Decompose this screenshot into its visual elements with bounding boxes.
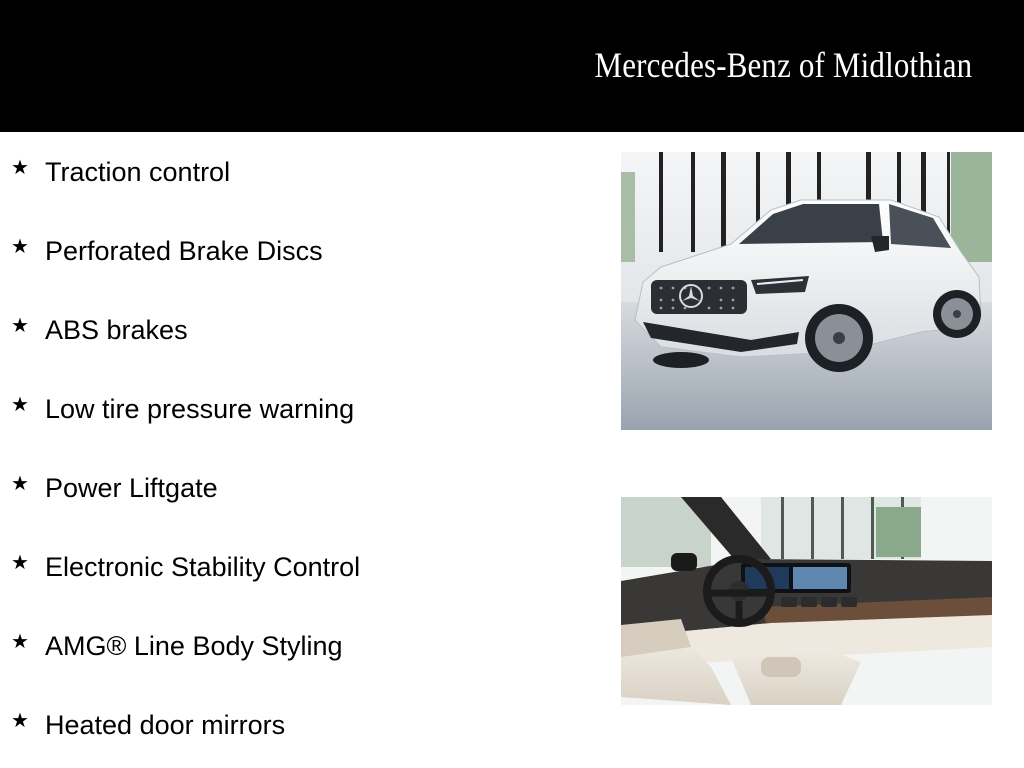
header-bar	[0, 0, 1024, 132]
interior-photo	[621, 497, 992, 705]
feature-item	[11, 468, 218, 508]
feature-label: Perforated Brake Discs	[45, 235, 323, 266]
feature-item	[11, 152, 230, 192]
feature-item	[11, 389, 354, 429]
star-icon: ★	[11, 552, 29, 574]
dealer-name: Mercedes-Benz of Midlothian	[594, 45, 972, 85]
exterior-photo	[621, 152, 992, 430]
star-icon: ★	[11, 473, 29, 495]
feature-label: Power Liftgate	[45, 472, 218, 503]
star-icon: ★	[11, 315, 29, 337]
star-icon: ★	[11, 710, 29, 732]
feature-label: ABS brakes	[45, 314, 188, 345]
feature-item	[11, 547, 360, 587]
star-icon: ★	[11, 631, 29, 653]
star-icon: ★	[11, 157, 29, 179]
feature-list	[0, 132, 600, 768]
star-icon: ★	[11, 394, 29, 416]
feature-label: AMG® Line Body Styling	[45, 630, 343, 661]
feature-label: Heated door mirrors	[45, 709, 286, 740]
star-icon: ★	[11, 236, 29, 258]
feature-label: Electronic Stability Control	[45, 551, 361, 582]
feature-item	[11, 626, 343, 666]
feature-label: Traction control	[45, 156, 231, 187]
feature-item	[11, 310, 188, 350]
feature-item	[11, 231, 323, 271]
feature-label: Low tire pressure warning	[45, 393, 355, 424]
feature-item	[11, 705, 285, 745]
